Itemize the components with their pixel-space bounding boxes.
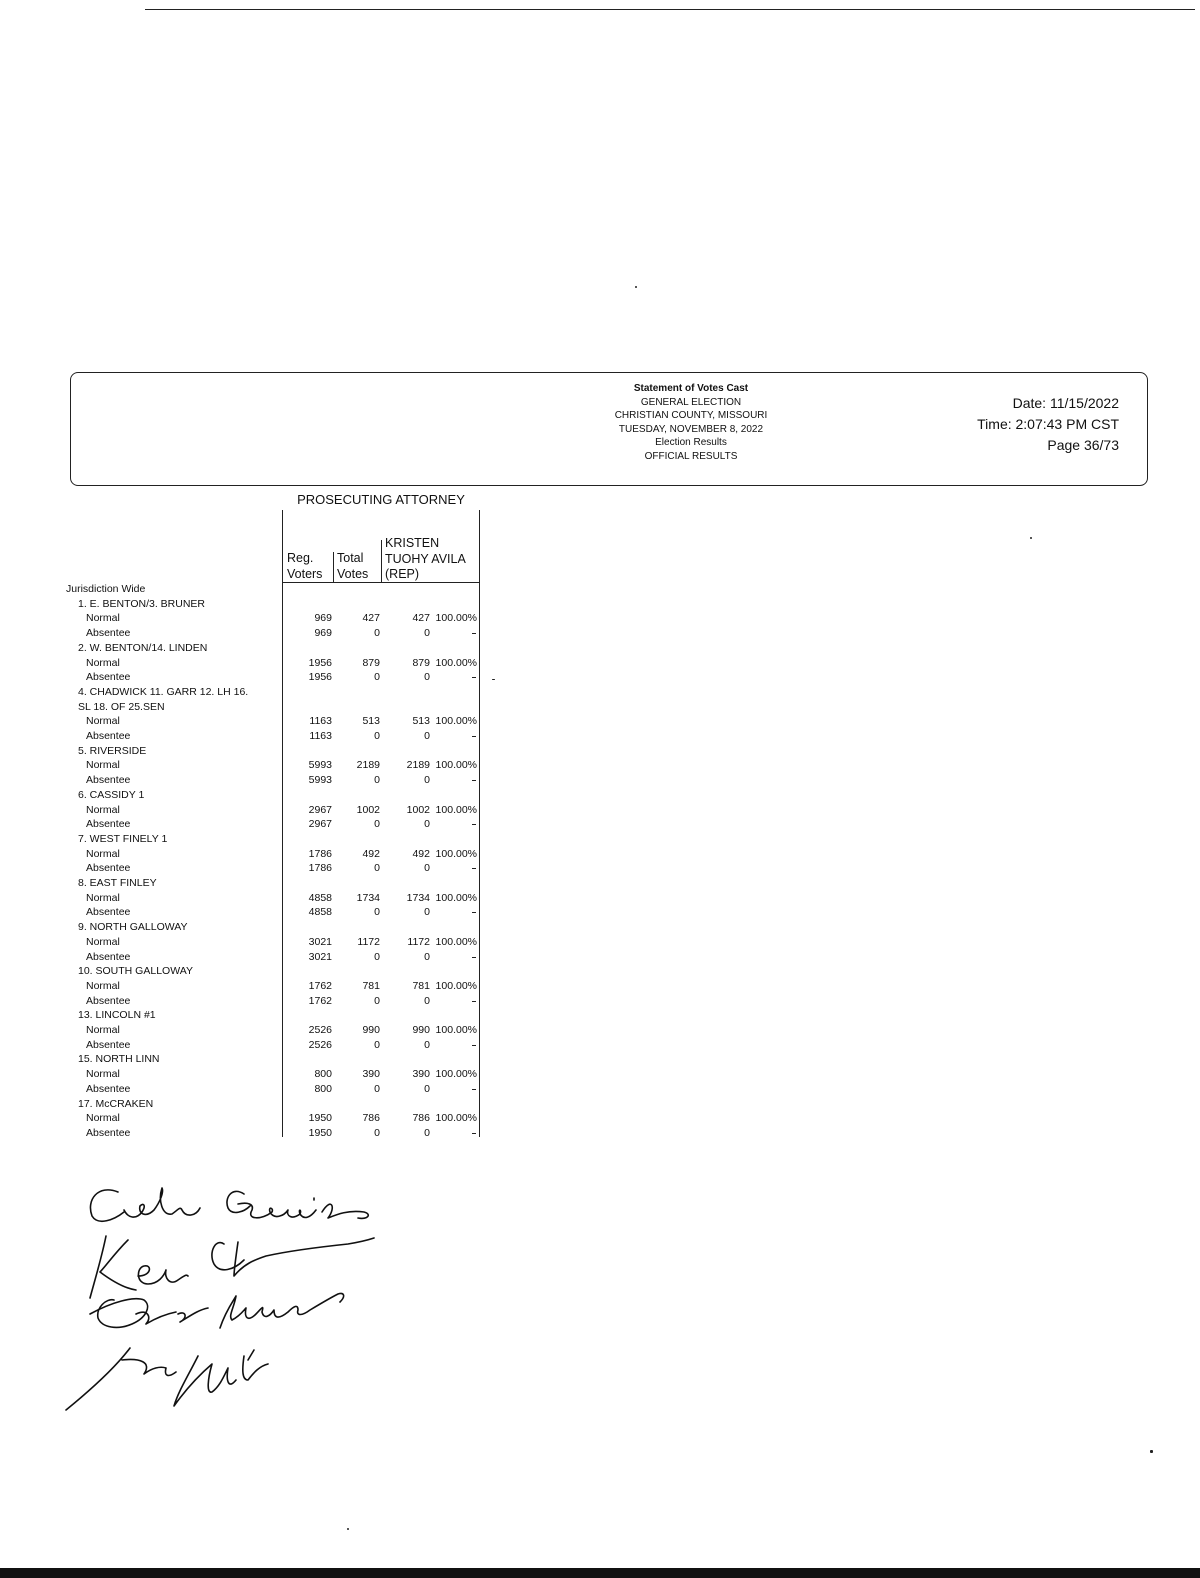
candidate-percent-cell: 100.00% bbox=[435, 891, 477, 904]
total-votes-cell: 0 bbox=[374, 950, 380, 963]
precinct-row bbox=[0, 832, 480, 847]
vote-type-label: Absentee bbox=[86, 671, 131, 684]
table-row bbox=[0, 861, 480, 876]
total-votes-cell: 0 bbox=[374, 862, 380, 875]
table-row bbox=[0, 817, 480, 832]
reg-voters-cell: 1786 bbox=[308, 847, 332, 860]
reg-voters-cell: 969 bbox=[314, 612, 332, 625]
table-row bbox=[0, 714, 480, 729]
percent-dash bbox=[472, 868, 476, 869]
precinct-name: 7. WEST FINELY 1 bbox=[78, 832, 168, 845]
candidate-votes-cell: 0 bbox=[424, 627, 430, 640]
precinct-name: 10. SOUTH GALLOWAY bbox=[78, 965, 193, 978]
table-row bbox=[0, 994, 480, 1009]
candidate-votes-cell: 513 bbox=[412, 715, 430, 728]
table-row bbox=[0, 626, 480, 641]
precinct-row bbox=[0, 1097, 480, 1112]
vote-type-label: Normal bbox=[86, 847, 120, 860]
precinct-name: 5. RIVERSIDE bbox=[78, 744, 147, 757]
report-meta bbox=[977, 393, 1119, 456]
candidate-percent-cell: 100.00% bbox=[435, 803, 477, 816]
precinct-row bbox=[0, 1008, 480, 1023]
page-number: Page 36/73 bbox=[1047, 437, 1119, 453]
candidate-votes-cell: 427 bbox=[412, 612, 430, 625]
table-row bbox=[0, 758, 480, 773]
report-type: Election Results bbox=[655, 437, 727, 448]
table-row bbox=[0, 670, 480, 685]
scan-speck bbox=[347, 1528, 349, 1530]
total-votes-cell: 781 bbox=[362, 979, 380, 992]
candidate-votes-cell: 492 bbox=[412, 847, 430, 860]
total-votes-cell: 0 bbox=[374, 1082, 380, 1095]
candidate-votes-cell: 990 bbox=[412, 1024, 430, 1036]
percent-dash bbox=[472, 780, 476, 781]
report-header bbox=[70, 372, 1148, 486]
candidate-votes-cell: 0 bbox=[424, 774, 430, 787]
jurisdiction-label: Jurisdiction Wide bbox=[66, 583, 146, 595]
table-row bbox=[0, 950, 480, 965]
candidate-percent-cell: 100.00% bbox=[435, 715, 477, 728]
vote-type-label: Normal bbox=[86, 1024, 120, 1036]
vote-type-label: Absentee bbox=[86, 1126, 131, 1139]
candidate-votes-cell: 0 bbox=[424, 730, 430, 742]
reg-voters-cell: 969 bbox=[314, 627, 332, 640]
results-status: OFFICIAL RESULTS bbox=[644, 450, 738, 462]
reg-voters-cell: 1956 bbox=[308, 656, 332, 669]
table-row bbox=[0, 935, 480, 950]
report-title-block bbox=[541, 382, 841, 463]
table-row bbox=[0, 1082, 480, 1097]
percent-dash bbox=[472, 1133, 476, 1134]
precinct-name: 2. W. BENTON/14. LINDEN bbox=[78, 641, 208, 654]
candidate-percent-cell: 100.00% bbox=[435, 1068, 477, 1081]
signature-block bbox=[48, 1180, 388, 1420]
reg-voters-cell: 2967 bbox=[308, 803, 332, 816]
candidate-votes-cell: 781 bbox=[412, 979, 430, 992]
total-votes-cell: 1172 bbox=[357, 935, 380, 948]
percent-dash bbox=[472, 633, 476, 634]
table-row bbox=[0, 1023, 480, 1038]
precinct-name: 8. EAST FINLEY bbox=[78, 877, 157, 889]
vote-type-label: Normal bbox=[86, 759, 120, 772]
total-votes-cell: 0 bbox=[374, 1038, 380, 1051]
vote-type-label: Absentee bbox=[86, 774, 131, 787]
vote-type-label: Absentee bbox=[86, 906, 131, 919]
candidate-percent-cell: 100.00% bbox=[435, 935, 477, 948]
election-name: GENERAL ELECTION bbox=[640, 396, 742, 408]
candidate-percent-cell: 100.00% bbox=[435, 1112, 477, 1125]
total-votes-cell: 1002 bbox=[356, 803, 380, 816]
candidate-percent-cell: 100.00% bbox=[435, 612, 477, 625]
candidate-votes-cell: 0 bbox=[424, 950, 430, 963]
vote-type-label: Normal bbox=[86, 1068, 120, 1081]
reg-voters-cell: 2526 bbox=[308, 1024, 332, 1036]
scan-speck bbox=[1150, 1450, 1153, 1453]
candidate-percent-cell: 100.00% bbox=[435, 847, 477, 860]
percent-dash bbox=[472, 957, 476, 958]
table-row bbox=[0, 611, 480, 626]
col-header-total-votes: Total Votes bbox=[337, 551, 369, 581]
table-row bbox=[0, 773, 480, 788]
contest-title: PROSECUTING ATTORNEY bbox=[297, 492, 465, 507]
scan-speck bbox=[492, 679, 495, 680]
precinct-row bbox=[0, 920, 480, 935]
reg-voters-cell: 3021 bbox=[308, 935, 332, 948]
table-row bbox=[0, 729, 480, 744]
precinct-row bbox=[0, 744, 480, 759]
vote-type-label: Absentee bbox=[86, 1082, 131, 1095]
precinct-row bbox=[0, 597, 480, 612]
total-votes-cell: 0 bbox=[374, 730, 380, 742]
percent-dash bbox=[472, 1045, 476, 1046]
table-row bbox=[0, 979, 480, 994]
vote-type-label: Absentee bbox=[86, 627, 131, 640]
candidate-votes-cell: 2189 bbox=[406, 759, 430, 772]
reg-voters-cell: 1762 bbox=[308, 979, 332, 992]
col-header-reg-voters: Reg. Voters bbox=[287, 551, 323, 581]
reg-voters-cell: 1956 bbox=[308, 671, 332, 684]
candidate-votes-cell: 786 bbox=[412, 1112, 430, 1125]
total-votes-cell: 513 bbox=[362, 715, 380, 728]
candidate-votes-cell: 1734 bbox=[406, 891, 430, 904]
vote-type-label: Normal bbox=[86, 715, 120, 728]
vote-type-label: Absentee bbox=[86, 730, 131, 742]
total-votes-cell: 0 bbox=[374, 906, 380, 919]
table-row bbox=[0, 891, 480, 906]
total-votes-cell: 0 bbox=[374, 818, 380, 831]
reg-voters-cell: 2526 bbox=[308, 1038, 332, 1051]
vote-type-label: Absentee bbox=[86, 818, 131, 831]
candidate-votes-cell: 390 bbox=[412, 1068, 430, 1081]
precinct-row bbox=[0, 788, 480, 803]
precinct-row bbox=[0, 964, 480, 979]
precinct-name: 17. McCRAKEN bbox=[78, 1097, 154, 1110]
report-time: Time: 2:07:43 PM CST bbox=[977, 416, 1119, 432]
precinct-row bbox=[0, 685, 480, 700]
total-votes-cell: 0 bbox=[374, 671, 380, 684]
reg-voters-cell: 1163 bbox=[309, 730, 332, 742]
vote-type-label: Normal bbox=[86, 612, 120, 625]
reg-voters-cell: 800 bbox=[314, 1068, 332, 1081]
candidate-percent-cell: 100.00% bbox=[435, 656, 477, 669]
candidate-votes-cell: 0 bbox=[424, 818, 430, 831]
reg-voters-cell: 2967 bbox=[308, 818, 332, 831]
reg-voters-cell: 1950 bbox=[308, 1126, 332, 1139]
candidate-votes-cell: 0 bbox=[424, 1126, 430, 1139]
total-votes-cell: 492 bbox=[362, 847, 380, 860]
report-date: Date: 11/15/2022 bbox=[1012, 395, 1119, 411]
vote-type-label: Absentee bbox=[86, 1038, 131, 1051]
table-row bbox=[0, 1111, 480, 1126]
precinct-name: 1. E. BENTON/3. BRUNER bbox=[78, 597, 206, 610]
scan-speck bbox=[1030, 537, 1032, 539]
vote-type-label: Absentee bbox=[86, 994, 131, 1007]
precinct-row bbox=[0, 876, 480, 891]
percent-dash bbox=[472, 1089, 476, 1090]
candidate-percent-cell: 100.00% bbox=[435, 979, 477, 992]
reg-voters-cell: 4858 bbox=[308, 906, 332, 919]
total-votes-cell: 1734 bbox=[356, 891, 380, 904]
precinct-name: SL 18. OF 25.SEN bbox=[78, 700, 165, 713]
vote-type-label: Absentee bbox=[86, 862, 131, 875]
vote-type-label: Normal bbox=[86, 1112, 120, 1125]
precinct-row bbox=[0, 641, 480, 656]
table-row bbox=[0, 1038, 480, 1053]
table-row bbox=[0, 1126, 480, 1141]
percent-dash bbox=[472, 736, 476, 737]
precinct-row bbox=[0, 700, 480, 715]
total-votes-cell: 990 bbox=[362, 1024, 380, 1036]
vote-type-label: Normal bbox=[86, 935, 120, 948]
candidate-votes-cell: 1172 bbox=[407, 935, 430, 948]
table-row bbox=[0, 656, 480, 671]
table-rule bbox=[333, 552, 334, 582]
reg-voters-cell: 800 bbox=[314, 1082, 332, 1095]
jurisdiction-row bbox=[0, 582, 480, 597]
total-votes-cell: 427 bbox=[362, 612, 380, 625]
scan-bottom-edge bbox=[0, 1568, 1200, 1578]
table-row bbox=[0, 905, 480, 920]
vote-type-label: Normal bbox=[86, 656, 120, 669]
reg-voters-cell: 1950 bbox=[308, 1112, 332, 1125]
vote-type-label: Normal bbox=[86, 803, 120, 816]
candidate-votes-cell: 0 bbox=[424, 671, 430, 684]
candidate-votes-cell: 0 bbox=[424, 906, 430, 919]
reg-voters-cell: 5993 bbox=[308, 759, 332, 772]
reg-voters-cell: 5993 bbox=[308, 774, 332, 787]
reg-voters-cell: 1163 bbox=[309, 715, 332, 728]
reg-voters-cell: 4858 bbox=[308, 891, 332, 904]
percent-dash bbox=[472, 677, 476, 678]
vote-type-label: Normal bbox=[86, 891, 120, 904]
candidate-votes-cell: 0 bbox=[424, 862, 430, 875]
report-title: Statement of Votes Cast bbox=[633, 383, 749, 394]
total-votes-cell: 0 bbox=[374, 774, 380, 787]
vote-type-label: Normal bbox=[86, 979, 120, 992]
table-rule bbox=[381, 540, 382, 582]
precinct-name: 15. NORTH LINN bbox=[78, 1053, 160, 1066]
precinct-row bbox=[0, 1052, 480, 1067]
percent-dash bbox=[472, 824, 476, 825]
precinct-name: 4. CHADWICK 11. GARR 12. LH 16. bbox=[78, 685, 249, 698]
precinct-name: 9. NORTH GALLOWAY bbox=[78, 921, 188, 934]
precinct-name: 13. LINCOLN #1 bbox=[78, 1009, 156, 1022]
handwritten-signatures bbox=[48, 1180, 388, 1420]
candidate-percent-cell: 100.00% bbox=[435, 1024, 477, 1036]
vote-type-label: Absentee bbox=[86, 950, 131, 963]
percent-dash bbox=[472, 1001, 476, 1002]
total-votes-cell: 0 bbox=[374, 994, 380, 1007]
scan-speck bbox=[635, 286, 637, 288]
col-header-candidate: KRISTEN TUOHY AVILA (REP) bbox=[385, 536, 466, 581]
county-name: CHRISTIAN COUNTY, MISSOURI bbox=[614, 410, 768, 421]
candidate-votes-cell: 0 bbox=[424, 1038, 430, 1051]
total-votes-cell: 2189 bbox=[356, 759, 380, 772]
total-votes-cell: 879 bbox=[362, 656, 380, 669]
percent-dash bbox=[472, 912, 476, 913]
candidate-votes-cell: 0 bbox=[424, 994, 430, 1007]
candidate-votes-cell: 0 bbox=[424, 1082, 430, 1095]
precinct-name: 6. CASSIDY 1 bbox=[78, 788, 145, 801]
total-votes-cell: 0 bbox=[374, 1126, 380, 1139]
total-votes-cell: 390 bbox=[362, 1068, 380, 1081]
candidate-percent-cell: 100.00% bbox=[435, 759, 477, 772]
table-row bbox=[0, 803, 480, 818]
total-votes-cell: 786 bbox=[362, 1112, 380, 1125]
table-row bbox=[0, 1067, 480, 1082]
scan-top-rule bbox=[145, 9, 1195, 10]
reg-voters-cell: 1786 bbox=[308, 862, 332, 875]
total-votes-cell: 0 bbox=[374, 627, 380, 640]
reg-voters-cell: 1762 bbox=[308, 994, 332, 1007]
candidate-votes-cell: 879 bbox=[412, 656, 430, 669]
candidate-votes-cell: 1002 bbox=[406, 803, 430, 816]
reg-voters-cell: 3021 bbox=[308, 950, 332, 963]
table-row bbox=[0, 847, 480, 862]
election-date: TUESDAY, NOVEMBER 8, 2022 bbox=[618, 423, 764, 435]
